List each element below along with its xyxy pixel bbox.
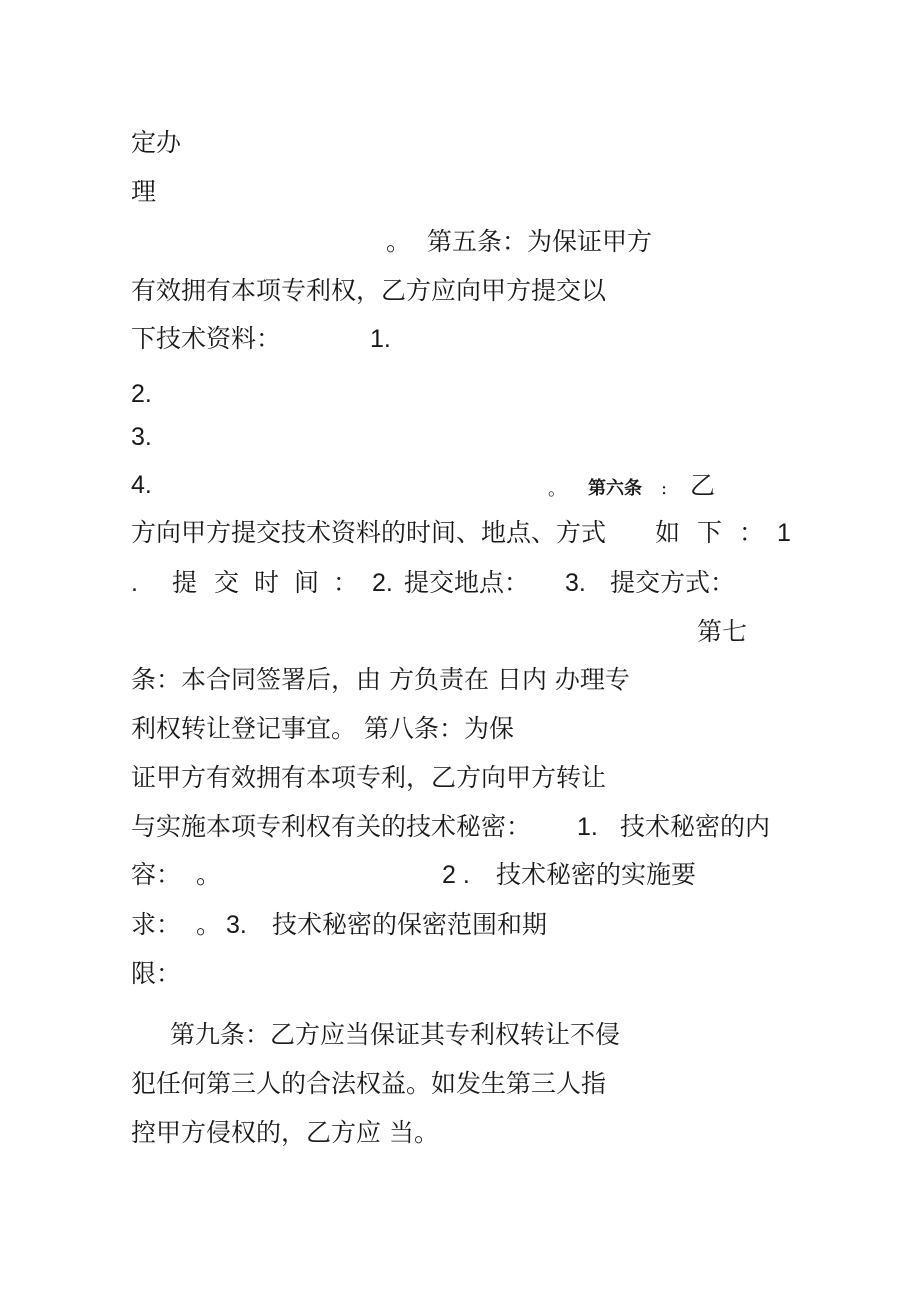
text-fragment: 乙 (690, 471, 716, 500)
text-fragment: 间 (294, 568, 320, 597)
list-number: 1. (370, 325, 391, 353)
article-7-heading: 第七 (697, 617, 748, 646)
text-fragment: : (661, 478, 668, 499)
text-fragment: 技术秘密的保密范围和期 (272, 910, 548, 939)
text-fragment: 交 (214, 568, 240, 597)
list-number: 3. (131, 423, 152, 451)
text-line: 控甲方侵权的，乙方应 当。 (131, 1118, 439, 1147)
list-number: 2 . (442, 861, 470, 889)
text-fragment: 提交地点： (404, 568, 530, 597)
text-fragment: . (131, 569, 138, 597)
text-line: 定办 (131, 128, 182, 157)
text-fragment: ： (739, 518, 765, 547)
article-5-heading: 第五条：为保证甲方 (427, 227, 653, 256)
list-number: 1 (777, 519, 791, 547)
text-line: 条：本合同签署后，由 方负责在 日内 办理专 (131, 665, 630, 694)
list-number: 2. (131, 380, 152, 408)
list-number: 4. (131, 471, 152, 499)
text-fragment: 时 (254, 568, 280, 597)
text-fragment: 提交方式： (610, 568, 736, 597)
list-number: 1. (577, 813, 598, 841)
text-line: 理 (131, 177, 157, 206)
text-fragment: 方向甲方提交技术资料的时间、地点、方式 (131, 518, 607, 547)
text-fragment: 。 (386, 227, 412, 256)
text-line: 利权转让登记事宜。 第八条：为保 (131, 714, 514, 743)
list-number: 3. (226, 911, 247, 939)
text-fragment: 技术秘密的内 (620, 812, 771, 841)
text-fragment: 。 (548, 479, 566, 500)
text-fragment: 。 (196, 860, 222, 889)
text-fragment: ： (333, 568, 359, 597)
text-fragment: 与实施本项专利权有关的技术秘密： (131, 812, 532, 841)
article-9-heading: 第九条：乙方应当保证其专利权转让不侵 (170, 1020, 621, 1049)
article-6-heading: 第六条 (588, 478, 642, 499)
text-line: 犯任何第三人的合法权益。如发生第三人指 (131, 1069, 607, 1098)
text-fragment: 。 (196, 910, 222, 939)
text-fragment: 技术秘密的实施要 (496, 860, 697, 889)
text-fragment: 容： (131, 860, 182, 889)
text-line: 证甲方有效拥有本项专利，乙方向甲方转让 (131, 763, 607, 792)
text-fragment: 下 (697, 518, 723, 547)
list-number: 2. (372, 569, 393, 597)
text-line: 有效拥有本项专利权，乙方应向甲方提交以 (131, 276, 607, 305)
text-fragment: 提 (172, 568, 198, 597)
text-fragment: 下技术资料： (131, 324, 282, 353)
text-line: 限： (131, 959, 182, 988)
text-fragment: 求： (131, 910, 182, 939)
list-number: 3. (565, 569, 586, 597)
text-fragment: 如 (655, 518, 681, 547)
